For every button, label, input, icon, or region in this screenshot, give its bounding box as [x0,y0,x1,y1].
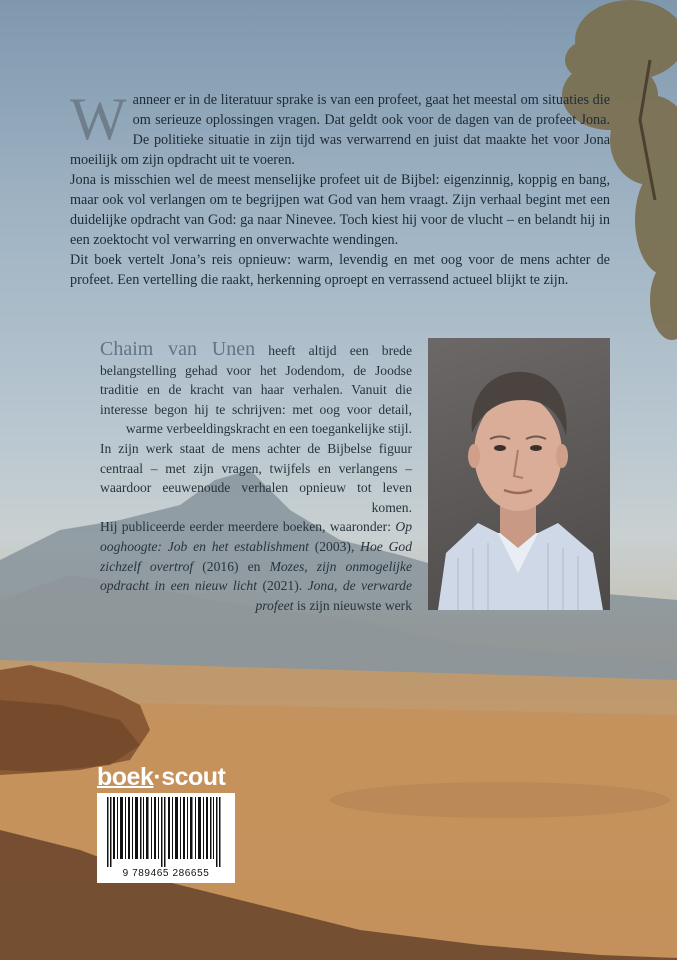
isbn-barcode [97,793,235,883]
isbn-digits: 9 789465 286655 [122,868,210,879]
book-blurb [70,86,610,290]
author-portrait-illustration [428,338,610,610]
bio-paragraph-1: Chaim van Unen heeft altijd een brede belangstelling gehad voor het Jodendom, de Joodse traditie en de kracht van haar verhalen. Vanuit die interesse begon hij te schrijven: met oog voor detail, warme verbeeldingskracht en een toegankelijke stijl. [100,338,412,437]
book-title-2: Hoe God zichzelf overtrof [100,538,412,574]
author-name: Chaim van Unen [100,338,256,360]
blurb-p1-text: anneer er in de literatuur sprake is van een profeet, gaat het meestal om situaties die om serieuze oplossingen vragen. Dat geldt ook voor de dagen van de profeet Jona. De politieke situatie in zijn tijd was verwarrend en juist dat maakte het voor Jona moeilijk om zijn opdracht uit te voeren. [70,92,610,168]
barcode-bars [97,793,235,869]
blurb-paragraph-2: Jona is misschien wel de meest menselijke profeet uit de Bijbel: eigenzinnig, koppig en bang, maar ook vol verlangen om te begrijpen wat God van hem vraagt. Zijn verhaal begint met een duidelijke opdracht van God: ga naar Ninevee. Toch kiest hij voor de vlucht – en belandt hij in een zoektocht vol verwarring en onverwachte wendingen. [70,172,610,248]
drop-cap: W [70,86,127,152]
blurb-paragraph-3: Dit boek vertelt Jona’s reis opnieuw: warm, levendig en met oog voor de mens achter de profeet. Een vertelling die raakt, herkenning oproept en verrassend actueel blijkt te zijn. [70,252,610,288]
blurb-paragraph-1 [70,86,610,170]
book-title-3: Mozes, zijn onmogelijke opdracht in een nieuw licht [100,558,412,594]
book-title-4: Jona, de verwarde profeet [255,578,413,613]
publisher-logo: boek·scout [97,763,226,791]
author-bio [100,340,412,615]
book-title-1: Op ooghoogte: Job en het establishment [100,519,412,554]
author-photo [428,338,610,610]
bio-paragraph-2: In zijn werk staat de mens achter de Bijbelse figuur centraal – met zijn vragen, twijfels en verlangens – waardoor eeuwenoude verhalen opnieuw tot leven komen. [100,440,412,515]
bio-paragraph-3: Hij publiceerde eerder meerdere boeken, waaronder: Op ooghoogte: Job en het establishment (2003), Hoe God zichzelf overtrof (2016) en Mozes, zijn onmogelijke opdracht in een nieuw licht (2021). Jona, de verwarde profeet is zijn nieuwste werk [100,519,413,613]
